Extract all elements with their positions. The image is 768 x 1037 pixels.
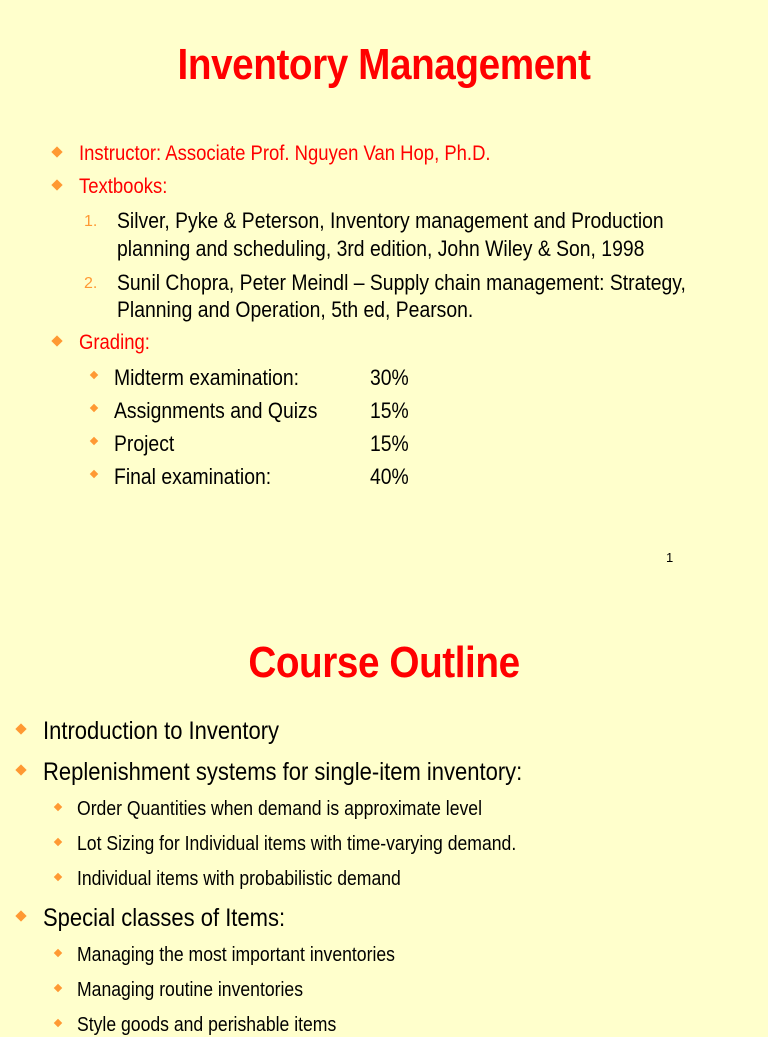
outline-subitem: Managing the most important inventories bbox=[77, 944, 395, 966]
slide-course-outline bbox=[0, 590, 768, 1036]
bullet-diamond-icon bbox=[90, 437, 98, 445]
page-number: 1 bbox=[666, 550, 674, 565]
grading-item: Assignments and Quizs bbox=[114, 398, 318, 423]
list-number: 1. bbox=[84, 213, 98, 230]
outline-subitem: Lot Sizing for Individual items with time-varying demand. bbox=[77, 833, 517, 855]
bullet-diamond-icon bbox=[54, 873, 62, 881]
textbook-1-line1: Silver, Pyke & Peterson, Inventory management and Production bbox=[117, 208, 664, 233]
grading-percent: 15% bbox=[370, 431, 409, 456]
slide-title: Course Outline bbox=[248, 638, 520, 687]
bullet-diamond-icon bbox=[15, 764, 26, 775]
bullet-diamond-icon bbox=[51, 146, 62, 157]
slide-title: Inventory Management bbox=[177, 40, 591, 89]
bullet-diamond-icon bbox=[15, 723, 26, 734]
bullet-diamond-icon bbox=[90, 371, 98, 379]
grading-percent: 30% bbox=[370, 365, 409, 390]
bullet-diamond-icon bbox=[54, 1019, 62, 1027]
bullet-diamond-icon bbox=[54, 984, 62, 992]
bullet-diamond-icon bbox=[54, 949, 62, 957]
bullet-diamond-icon bbox=[51, 335, 62, 346]
outline-subitem: Style goods and perishable items bbox=[77, 1014, 337, 1036]
bullet-diamond-icon bbox=[90, 404, 98, 412]
grading-percent: 40% bbox=[370, 464, 409, 489]
outline-subitem: Order Quantities when demand is approximate level bbox=[77, 798, 483, 820]
instructor-text: Instructor: Associate Prof. Nguyen Van Hop, Ph.D. bbox=[79, 142, 491, 165]
outline-item: Special classes of Items: bbox=[43, 904, 286, 932]
bullet-diamond-icon bbox=[54, 803, 62, 811]
textbooks-label: Textbooks: bbox=[79, 175, 168, 198]
grading-label: Grading: bbox=[79, 331, 150, 354]
grading-percent: 15% bbox=[370, 398, 409, 423]
grading-item: Project bbox=[114, 431, 175, 456]
bullet-diamond-icon bbox=[54, 838, 62, 846]
outline-item: Introduction to Inventory bbox=[43, 717, 280, 745]
instructor-line bbox=[79, 142, 547, 166]
textbook-2-line2: Planning and Operation, 5th ed, Pearson. bbox=[117, 297, 474, 322]
list-number: 2. bbox=[84, 275, 98, 292]
bullet-diamond-icon bbox=[90, 470, 98, 478]
grading-item: Final examination: bbox=[114, 464, 272, 489]
bullet-diamond-icon bbox=[51, 179, 62, 190]
outline-item: Replenishment systems for single-item inventory: bbox=[43, 758, 523, 786]
outline-subitem: Individual items with probabilistic demand bbox=[77, 868, 401, 890]
textbook-2-line1: Sunil Chopra, Peter Meindl – Supply chain management: Strategy, bbox=[117, 270, 686, 295]
bullet-diamond-icon bbox=[15, 910, 26, 921]
outline-subitem: Managing routine inventories bbox=[77, 979, 304, 1001]
textbook-1-line2: planning and scheduling, 3rd edition, John Wiley & Son, 1998 bbox=[117, 236, 645, 261]
grading-item: Midterm examination: bbox=[114, 365, 300, 390]
